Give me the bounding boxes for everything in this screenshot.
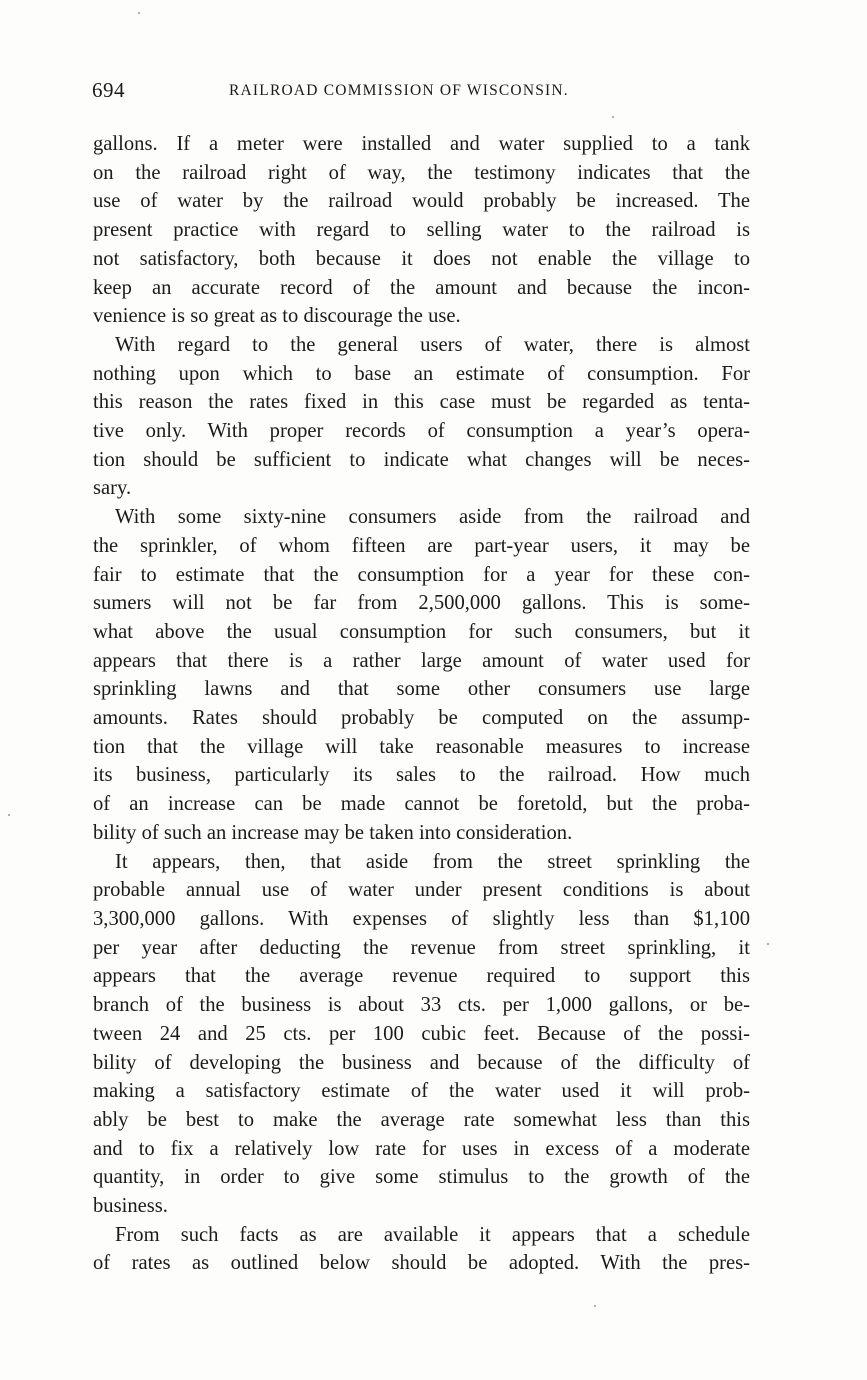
text-line: sary. — [93, 477, 132, 500]
paragraph-1 — [93, 130, 750, 331]
text-line: on the railroad right of way, the testimony indicates that the — [93, 161, 750, 184]
text-line: ably be best to make the average rate somewhat less than this — [93, 1108, 750, 1131]
text-line: the sprinkler, of whom fifteen are part-year users, it may be — [93, 534, 750, 557]
text-line: branch of the business is about 33 cts. per 1,000 gallons, or be- — [93, 994, 750, 1017]
text-line: appears that there is a rather large amount of water used for — [93, 649, 750, 672]
text-line: amounts. Rates should probably be computed on the assump- — [93, 707, 750, 730]
text-line: tion that the village will take reasonable measures to increase — [93, 735, 750, 758]
text-line: quantity, in order to give some stimulus to the growth of the — [93, 1166, 750, 1189]
text-line: gallons. If a meter were installed and water supplied to a tank — [93, 133, 750, 155]
text-line: not satisfactory, both because it does not enable the village to — [93, 247, 750, 270]
paper-speck — [767, 943, 769, 945]
paper-speck — [8, 814, 10, 816]
text-line: sumers will not be far from 2,500,000 gallons. This is some- — [93, 592, 750, 615]
text-line: present practice with regard to selling water to the railroad is — [93, 219, 750, 242]
paper-speck — [138, 12, 140, 14]
text-line: With regard to the general users of water, there is almost — [115, 333, 750, 356]
text-line: business. — [93, 1195, 168, 1218]
text-line: of an increase can be made cannot be foretold, but the proba- — [93, 793, 750, 816]
text-line: tive only. With proper records of consumption a year’s opera- — [93, 420, 750, 443]
text-line: bility of such an increase may be taken into consideration. — [93, 821, 573, 844]
page-header — [92, 78, 752, 106]
body-text — [93, 130, 750, 1278]
paragraph-2 — [93, 331, 750, 503]
paragraph-5 — [93, 1221, 750, 1278]
text-line: With some sixty-nine consumers aside from the railroad and — [115, 506, 750, 529]
text-line: 3,300,000 gallons. With expenses of slightly less than $1,100 — [93, 907, 750, 930]
paragraph-4 — [93, 848, 750, 1221]
text-line: venience is so great as to discourage the use. — [93, 305, 461, 328]
text-line: appears that the average revenue required to support this — [93, 965, 750, 988]
text-line: probable annual use of water under present conditions is about — [93, 879, 750, 902]
text-line: per year after deducting the revenue from street sprinkling, it — [93, 936, 750, 959]
paragraph-3 — [93, 503, 750, 847]
text-line: nothing upon which to base an estimate of consumption. For — [93, 362, 750, 385]
text-line: making a satisfactory estimate of the water used it will prob- — [93, 1080, 750, 1103]
page-number: 694 — [92, 78, 125, 102]
text-line: sprinkling lawns and that some other consumers use large — [93, 678, 750, 701]
text-line: tion should be sufficient to indicate what changes will be neces- — [93, 448, 750, 471]
text-line: and to fix a relatively low rate for uses in excess of a moderate — [93, 1137, 750, 1160]
text-line: its business, particularly its sales to the railroad. How much — [93, 764, 750, 787]
paper-speck — [612, 116, 614, 118]
text-line: tween 24 and 25 cts. per 100 cubic feet. Because of the possi- — [93, 1022, 750, 1045]
text-line: From such facts as are available it appears that a schedule — [115, 1223, 750, 1246]
paper-speck — [594, 1305, 596, 1307]
text-line: use of water by the railroad would probably be increased. The — [93, 190, 750, 213]
text-line: of rates as outlined below should be adopted. With the pres- — [93, 1252, 750, 1275]
text-line: keep an accurate record of the amount and because the incon- — [93, 276, 750, 299]
text-line: fair to estimate that the consumption for a year for these con- — [93, 563, 750, 586]
text-line: what above the usual consumption for such consumers, but it — [93, 620, 750, 643]
running-head: RAILROAD COMMISSION OF WISCONSIN. — [229, 82, 569, 99]
text-line: bility of developing the business and because of the difficulty of — [93, 1051, 750, 1074]
text-line: It appears, then, that aside from the street sprinkling the — [115, 850, 750, 873]
text-line: this reason the rates fixed in this case must be regarded as tenta- — [93, 391, 750, 414]
